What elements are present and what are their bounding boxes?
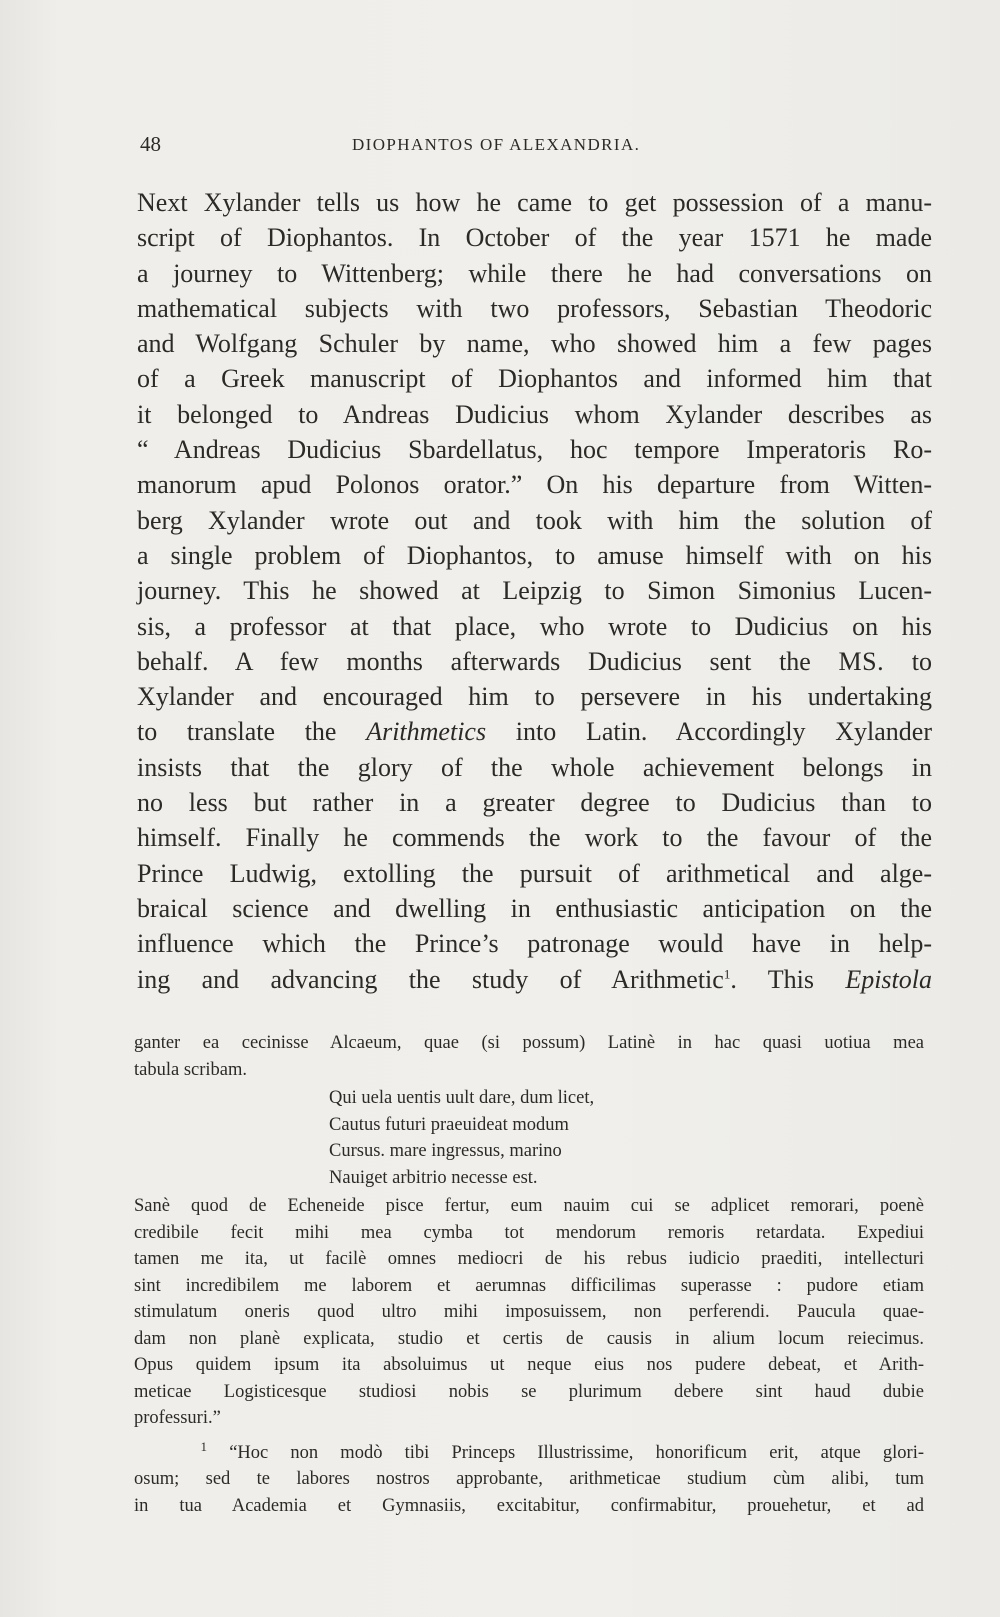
footnote-line: tabula scribam. xyxy=(134,1059,248,1080)
footnote-line: credibile fecit mihi mea cymba tot mendorum remoris retardata. Expediui xyxy=(134,1222,924,1243)
italic-title: Arithmetics xyxy=(366,717,487,747)
text-line: it belonged to Andreas Dudicius whom Xylander describes as xyxy=(137,399,932,429)
text-line: and Wolfgang Schuler by name, who showed him a few pages xyxy=(137,329,932,359)
footnote-line xyxy=(134,1440,924,1467)
text-line: journey. This he showed at Leipzig to Simon Simonius Lucen- xyxy=(137,576,932,606)
text-line: influence which the Prince’s patronage would have in help- xyxy=(137,929,932,959)
text-segment: into Latin. Accordingly Xylander xyxy=(515,717,933,747)
text-segment: behalf. A few months afterwards Dudicius sent the xyxy=(137,646,811,676)
text-line xyxy=(137,644,932,679)
verse-line: Cautus futuri praeuideat modum xyxy=(329,1114,569,1135)
text-line: a journey to Wittenberg; while there he had conversations on xyxy=(137,258,932,288)
text-line: script of Diophantos. In October of the year 1571 he made xyxy=(137,223,932,253)
text-line: insists that the glory of the whole achievement belongs in xyxy=(137,752,932,782)
footnote-line: Opus quidem ipsum ita absoluimus ut neque eius nos pudere debeat, et Arith- xyxy=(134,1355,924,1375)
text-line: berg Xylander wrote out and took with him the solution of xyxy=(137,505,932,535)
text-line: sis, a professor at that place, who wrote to Dudicius on his xyxy=(137,611,932,641)
footnote-1 xyxy=(134,1440,924,1520)
verse-quotation xyxy=(329,1085,924,1191)
text-line: no less but rather in a greater degree to Dudicius than to xyxy=(137,788,932,818)
text-line: Next Xylander tells us how he came to get possession of a manu- xyxy=(137,188,932,217)
text-segment: to translate the xyxy=(137,717,337,747)
footnotes xyxy=(134,1030,924,1519)
text-segment: to xyxy=(911,646,932,676)
text-line xyxy=(137,714,932,749)
footnote-line: stimulatum oneris quod ultro mihi imposuissem, non perferendi. Paucula quae- xyxy=(134,1302,924,1322)
page-header xyxy=(140,132,930,162)
footnote-line: ganter ea cecinisse Alcaeum, quae (si possum) Latinè in hac quasi uotiua mea xyxy=(134,1033,924,1053)
footnote-line: sint incredibilem me laborem et aerumnas difficilimas superasse : pudore etiam xyxy=(134,1275,924,1296)
footnote-line: Sanè quod de Echeneide pisce fertur, eum nauim cui se adplicet remorari, poenè xyxy=(134,1196,924,1216)
footnote-marker: 1 xyxy=(723,965,731,981)
footnote-marker: 1 xyxy=(200,1438,208,1454)
running-head: DIOPHANTOS OF ALEXANDRIA. xyxy=(352,135,641,154)
verse-line: Cursus. mare ingressus, marino xyxy=(329,1141,562,1161)
verse-line: Nauiget arbitrio necesse est. xyxy=(329,1167,538,1188)
text-line: a single problem of Diophantos, to amuse himself with on his xyxy=(137,540,932,570)
text-line: manorum apud Polonos orator.” On his departure from Witten- xyxy=(137,470,932,500)
footnote-line: dam non planè explicata, studio et certis de causis in alium locum reiecimus. xyxy=(134,1328,924,1349)
footnote-line: in tua Academia et Gymnasiis, excitabitur, confirmabitur, prouehetur, et ad xyxy=(134,1495,924,1516)
footnote-line: osum; sed te labores nostros approbante, arithmeticae studium cùm alibi, tum xyxy=(134,1469,924,1489)
footnote-line: professuri.” xyxy=(134,1408,221,1428)
text-line: Xylander and encouraged him to persevere in his undertaking xyxy=(137,682,932,712)
text-line: “ Andreas Dudicius Sbardellatus, hoc tempore Imperatoris Ro- xyxy=(137,435,932,465)
text-line: Prince Ludwig, extolling the pursuit of arithmetical and alge- xyxy=(137,858,932,888)
text-segment: “Hoc non modò tibi Princeps Illustrissime, honorificum erit, atque glori- xyxy=(229,1442,925,1463)
text-line: braical science and dwelling in enthusiastic anticipation on the xyxy=(137,893,932,923)
italic-word: Epistola xyxy=(845,964,932,994)
text-line: mathematical subjects with two professors, Sebastian Theodoric xyxy=(137,293,932,323)
main-text xyxy=(137,185,932,997)
manuscript-abbrev: MS. xyxy=(838,646,885,676)
verse-line: Qui uela uentis uult dare, dum licet, xyxy=(329,1088,595,1108)
text-line xyxy=(137,962,932,997)
text-line: of a Greek manuscript of Diophantos and informed him that xyxy=(137,364,932,394)
text-segment: ing and advancing the study of Arithmetic xyxy=(137,964,724,994)
footnote-line: meticae Logisticesque studiosi nobis se plurimum debere sint haud dubie xyxy=(134,1381,924,1402)
text-segment: . This xyxy=(730,964,814,994)
footnote-line: tamen me ita, ut facilè omnes mediocri de his rebus iudicio praediti, intellecturi xyxy=(134,1249,924,1269)
text-line: himself. Finally he commends the work to the favour of the xyxy=(137,823,932,853)
page-number: 48 xyxy=(140,132,161,156)
